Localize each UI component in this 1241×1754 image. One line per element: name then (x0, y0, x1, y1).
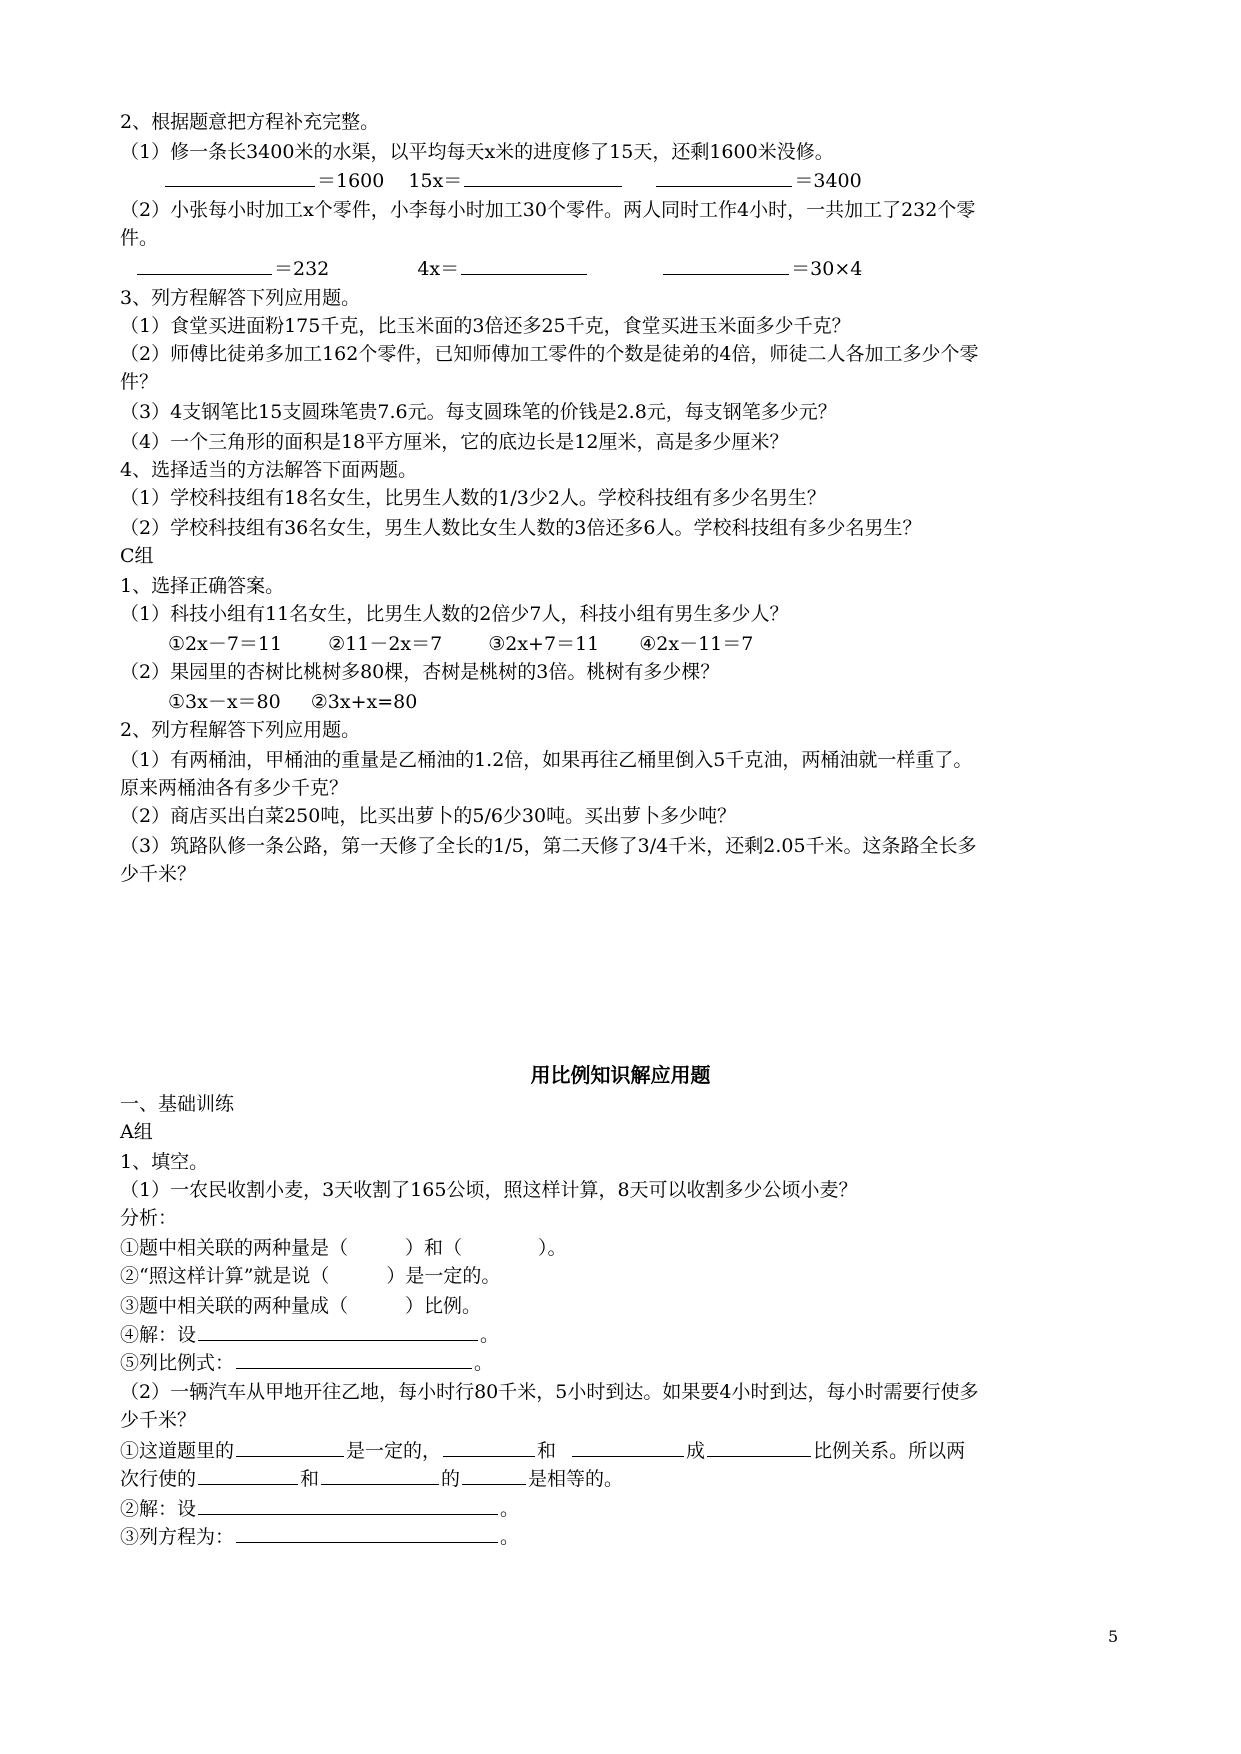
question-text: （3）筑路队修一条公路，第一天修了全长的1/5，第二天修了3/4千米，还剩2.05千米。这条路全长多 (120, 835, 977, 857)
subsection-heading: 一、基础训练 (120, 1093, 235, 1115)
answer-blank[interactable] (236, 1438, 344, 1457)
equation-text: 4x＝ (417, 258, 460, 280)
page-number: 5 (1108, 1627, 1119, 1646)
question-text: 件。 (120, 227, 159, 249)
question-text: （4）一个三角形的面积是18平方厘米，它的底边长是12厘米，高是多少厘米？ (120, 431, 789, 453)
group-heading: C组 (120, 545, 154, 567)
answer-blank[interactable] (137, 256, 272, 275)
equation-line (135, 256, 862, 281)
option-a[interactable]: ①2x－7＝11 (168, 633, 283, 655)
option-d[interactable]: ④2x－11＝7 (639, 633, 754, 655)
question-text: 少千米？ (120, 863, 197, 885)
question-text: 件？ (120, 371, 159, 393)
section-title: 用比例知识解应用题 (530, 1063, 711, 1087)
answer-blank[interactable] (443, 1438, 535, 1457)
analysis-item: ③题中相关联的两种量成（ ）比例。 (120, 1295, 482, 1317)
question-text: （1）食堂买进面粉175千克，比玉米面的3倍还多25千克，食堂买进玉米面多少千克？ (120, 315, 851, 337)
answer-blank[interactable] (462, 1466, 526, 1485)
question-text: （2）学校科技组有36名女生，男生人数比女生人数的3倍还多6人。学校科技组有多少名男生？ (120, 517, 922, 539)
question-heading: 2、根据题意把方程补充完整。 (120, 111, 380, 133)
answer-blank[interactable] (198, 1466, 298, 1485)
analysis-item: ②“照这样计算”就是说（ ）是一定的。 (120, 1265, 501, 1287)
equation-text: 15x＝ (408, 170, 463, 192)
equation-line (163, 168, 862, 193)
question-text: （2）师傅比徒弟多加工162个零件，已知师傅加工零件的个数是徒弟的4倍，师徒二人各加工多少个零 (120, 343, 979, 365)
question-text: （1）有两桶油，甲桶油的重量是乙桶油的1.2倍，如果再往乙桶里倒入5千克油，两桶油就一样重了。 (120, 749, 973, 771)
question-text: （2）商店买出白菜250吨，比买出萝卜的5/6少30吨。买出萝卜多少吨？ (120, 805, 737, 827)
equation-text: ＝1600 (317, 170, 385, 192)
equation-text: ＝232 (274, 258, 330, 280)
equation-text: ＝30×4 (791, 258, 863, 280)
analysis-item: ④解：设 。 (120, 1324, 500, 1346)
answer-blank[interactable] (461, 256, 587, 275)
option-a[interactable]: ①3x－x＝80 (168, 691, 281, 713)
question-text: （1）修一条长3400米的水渠，以平均每天x米的进度修了15天，还剩1600米没修。 (120, 141, 834, 163)
answer-blank[interactable] (572, 1438, 684, 1457)
answer-blank[interactable] (707, 1438, 811, 1457)
question-heading: 4、选择适当的方法解答下面两题。 (120, 459, 418, 481)
analysis-item: ⑤列比例式： 。 (120, 1352, 494, 1374)
analysis-label: 分析： (120, 1207, 178, 1229)
analysis-item: ③列方程为： 。 (120, 1526, 520, 1548)
question-heading: 1、填空。 (120, 1151, 209, 1173)
analysis-item: ①题中相关联的两种量是（ ）和（ ）。 (120, 1237, 567, 1259)
question-text: （2）一辆汽车从甲地开往乙地，每小时行80千米，5小时到达。如果要4小时到达，每小时需要行使多 (120, 1381, 979, 1403)
answer-blank[interactable] (656, 168, 792, 187)
answer-blank[interactable] (321, 1466, 439, 1485)
analysis-item: ①这道题里的 是一定的， 和 成 比例关系。所以两 (120, 1440, 966, 1462)
question-text: （2）果园里的杏树比桃树多80棵，杏树是桃树的3倍。桃树有多少棵？ (120, 661, 720, 683)
question-text: （2）小张每小时加工x个零件，小李每小时加工30个零件。两人同时工作4小时，一共加工了232个零 (120, 199, 976, 221)
option-b[interactable]: ②3x+x=80 (310, 691, 418, 713)
question-heading: 3、列方程解答下列应用题。 (120, 287, 361, 309)
question-heading: 2、列方程解答下列应用题。 (120, 719, 361, 741)
answer-blank[interactable] (198, 1322, 478, 1341)
option-c[interactable]: ③2x+7＝11 (488, 633, 600, 655)
answer-blank[interactable] (663, 256, 789, 275)
answer-blank[interactable] (198, 1496, 498, 1515)
answer-blank[interactable] (236, 1524, 498, 1543)
question-text: 原来两桶油各有多少千克？ (120, 777, 349, 799)
group-heading: A组 (120, 1121, 153, 1143)
options-line (168, 632, 753, 656)
question-text: （1）一农民收割小麦，3天收割了165公顷，照这样计算，8天可以收割多少公顷小麦？ (120, 1179, 858, 1201)
answer-blank[interactable] (464, 168, 622, 187)
question-text: （3）4支钢笔比15支圆珠笔贵7.6元。每支圆珠笔的价钱是2.8元，每支钢笔多少元？ (120, 401, 837, 423)
answer-blank[interactable] (165, 168, 315, 187)
question-text: （1）科技小组有11名女生，比男生人数的2倍少7人，科技小组有男生多少人？ (120, 603, 789, 625)
options-line (168, 690, 417, 714)
question-heading: 1、选择正确答案。 (120, 575, 285, 597)
question-text: 少千米？ (120, 1409, 197, 1431)
option-b[interactable]: ②11－2x＝7 (328, 633, 443, 655)
analysis-item: 次行使的 和 的 是相等的。 (120, 1468, 624, 1490)
analysis-item: ②解：设 。 (120, 1498, 520, 1520)
equation-text: ＝3400 (794, 170, 862, 192)
answer-blank[interactable] (236, 1350, 472, 1369)
question-text: （1）学校科技组有18名女生，比男生人数的1/3少2人。学校科技组有多少名男生？ (120, 487, 826, 509)
